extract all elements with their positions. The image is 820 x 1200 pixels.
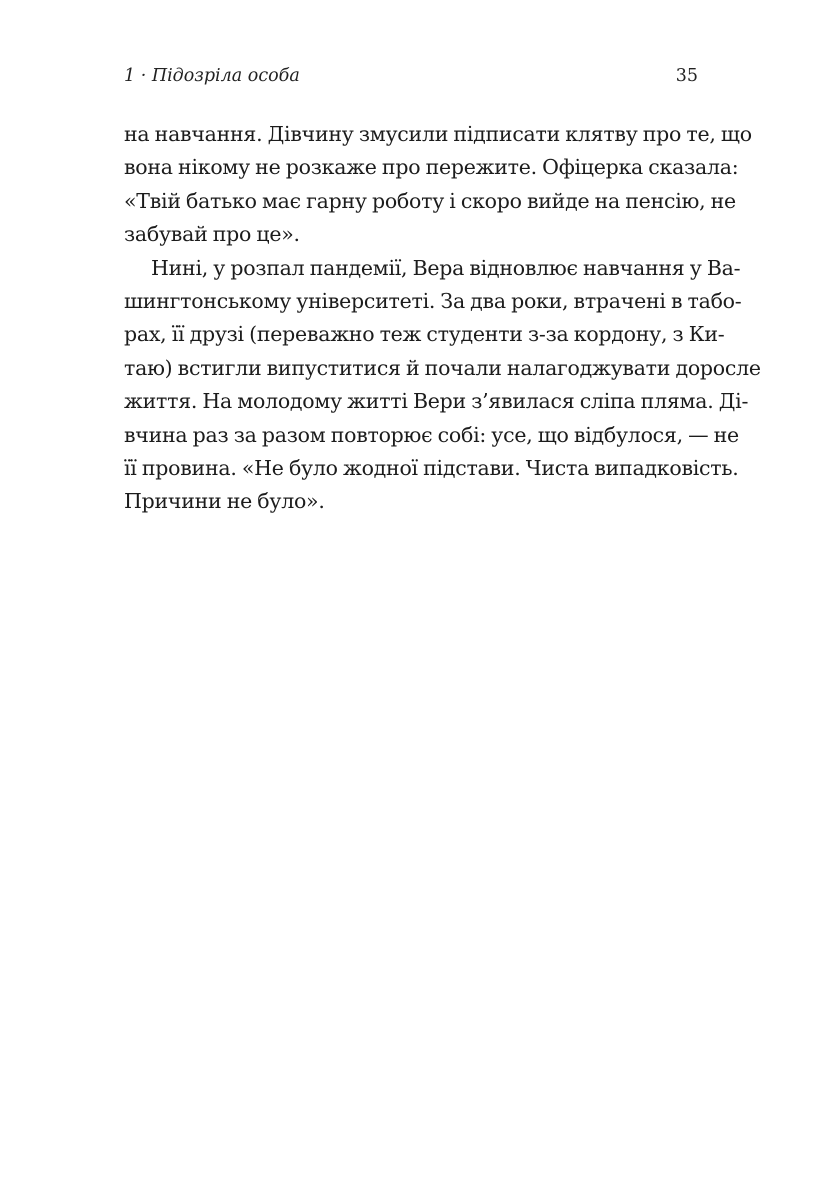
paragraph <box>124 118 752 252</box>
text-line: Причини не було». <box>124 489 325 514</box>
text-line: Нині, у розпал пандемії, Вера відновлює навчання у Ва- <box>151 255 741 280</box>
text-line: вчина раз за разом повторює собі: усе, що відбулося, — не <box>124 422 739 447</box>
text-line: шингтонському університеті. За два роки, втрачені в табо- <box>124 288 742 313</box>
chapter-title: 1 · Підозріла особа <box>124 66 300 86</box>
text-line: рах, її друзі (переважно теж студенти з-за кордону, з Ки- <box>124 322 725 347</box>
text-line: життя. На молодому житті Вери з’явилася сліпа пляма. Ді- <box>124 389 749 414</box>
text-line: забувай про це». <box>124 222 300 247</box>
text-line: її провина. «Не було жодної підстави. Чиста випадковість. <box>124 455 739 480</box>
text-line: таю) встигли випуститися й почали налагоджувати доросле <box>124 355 761 380</box>
text-line: «Твій батько має гарну роботу і скоро вийде на пенсію, не <box>124 188 736 213</box>
paragraph <box>124 252 761 519</box>
text-line: на навчання. Дівчину змусили підписати клятву про те, що <box>124 122 752 146</box>
body-text <box>124 118 761 519</box>
page-number: 35 <box>675 66 698 86</box>
text-line: вона нікому не розкаже про пережите. Офіцерка сказала: <box>124 155 739 180</box>
running-head <box>124 66 698 96</box>
